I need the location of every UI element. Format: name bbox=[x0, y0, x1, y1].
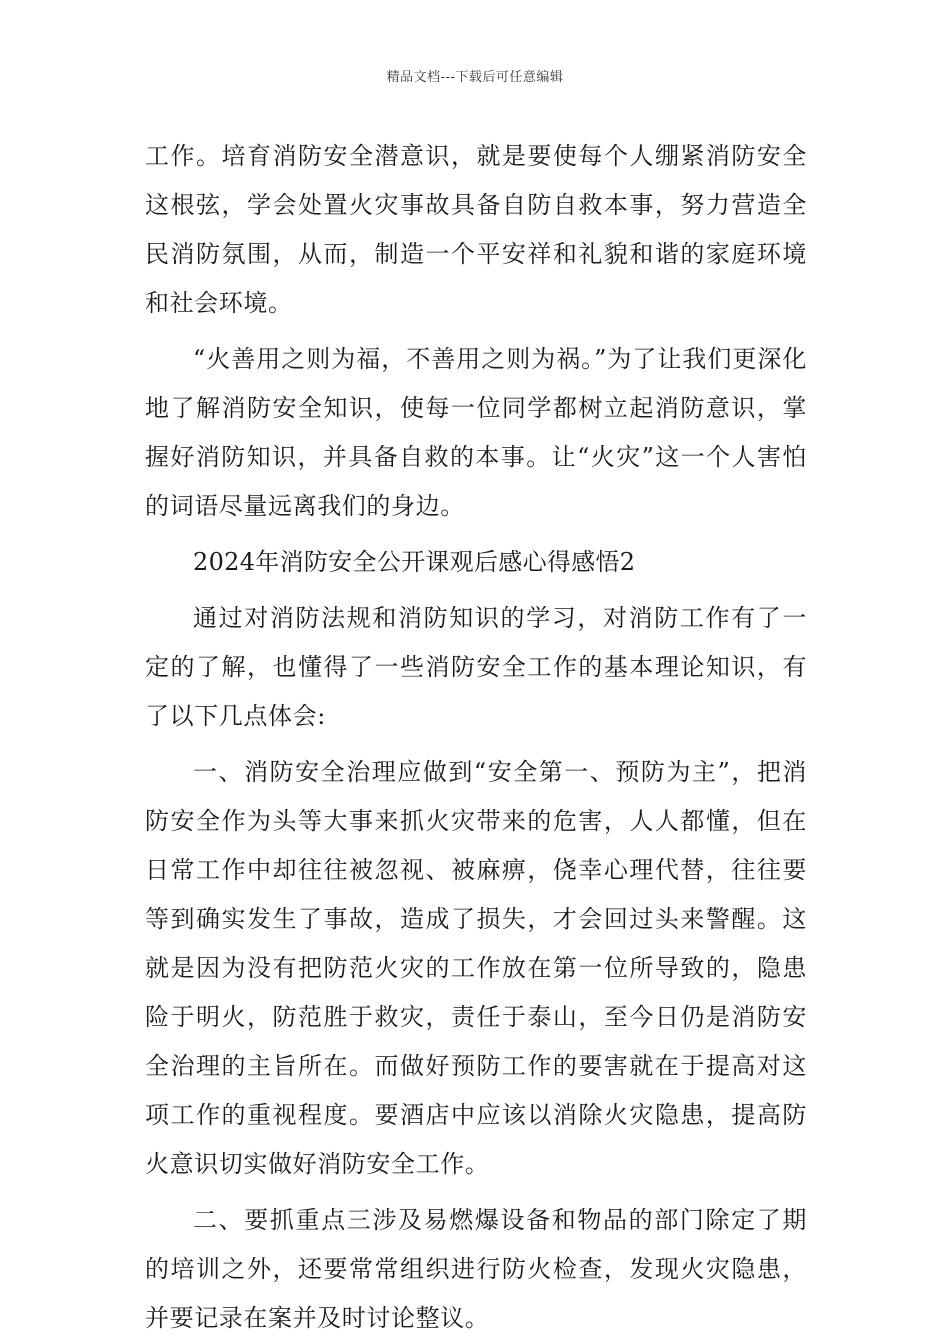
paragraph-intro: 通过对消防法规和消防知识的学习，对消防工作有了一定的了解，也懂得了一些消防安全工作的基本理论知识，有了以下几点体会: bbox=[145, 604, 807, 730]
paragraph-point-two: 二、要抓重点三涉及易燃爆设备和物品的部门除定了期的培训之外，还要常常组织进行防火检查，发现火灾隐患，并要记录在案并及时讨论整议。 bbox=[145, 1206, 807, 1332]
paragraph-point-one: 一、消防安全治理应做到“安全第一、预防为主”，把消防安全作为头等大事来抓火灾带来的危害，人人都懂，但在日常工作中却往往被忽视、被麻痹，侥幸心理代替，往往要等到确实发生了事故，造成了损失，才会回过头来警醒。这就是因为没有把防范火灾的工作放在第一位所导致的，隐患险于明火，防范胜于救灾，责任于泰山，至今日仍是消防安全治理的主旨所在。而做好预防工作的要害就在于提高对这项工作的重视程度。要酒店中应该以消除火灾隐患，提高防火意识切实做好消防安全工作。 bbox=[145, 758, 807, 1178]
paragraph-quote: “火善用之则为福，不善用之则为祸。”为了让我们更深化地了解消防安全知识，使每一位同学都树立起消防意识，掌握好消防知识，并具备自救的本事。让“火灾”这一个人害怕的词语尽量远离我们的身边。 bbox=[145, 345, 807, 520]
page-header: 精品文档---下载后可任意编辑 bbox=[386, 70, 564, 85]
section-title: 2024年消防安全公开课观后感心得感悟2 bbox=[193, 548, 636, 576]
paragraph-continuation: 工作。培育消防安全潜意识，就是要使每个人绷紧消防安全这根弦，学会处置火灾事故具备自防自救本事，努力营造全民消防氛围，从而，制造一个平安祥和礼貌和谐的家庭环境和社会环境。 bbox=[145, 142, 807, 317]
document-body bbox=[145, 132, 807, 1343]
